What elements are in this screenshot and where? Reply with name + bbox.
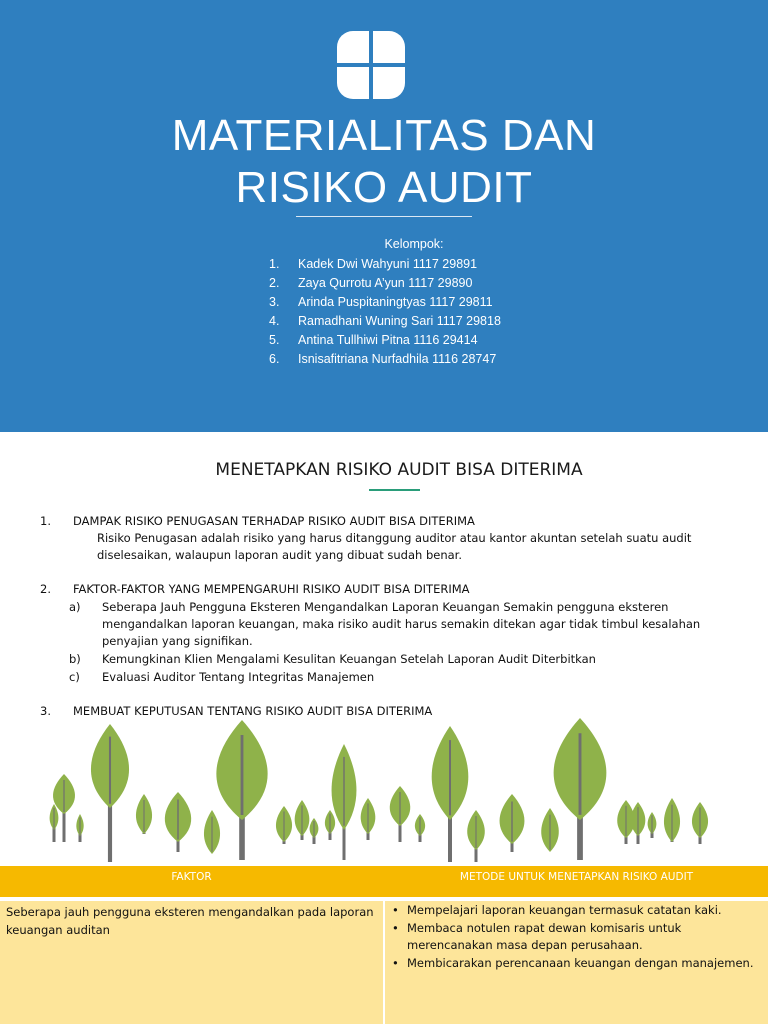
member-name: Zaya Qurrotu A’yun 1117 29890: [298, 276, 473, 290]
item-a-line-1: Seberapa Jauh Pengguna Eksteren Mengandalkan Laporan Keuangan Semakin pengguna eksteren: [102, 600, 669, 614]
tree-icon: [432, 726, 469, 862]
title-line-1: MATERIALITAS DAN: [171, 111, 597, 160]
metode-item: • Mempelajari laporan keuangan termasuk catatan kaki.: [392, 902, 764, 920]
slide-title: MENETAPKAN RISIKO AUDIT BISA DITERIMA: [215, 460, 583, 480]
tree-icon: [325, 810, 335, 840]
clover-logo-icon: [336, 30, 406, 100]
tree-icon: [91, 724, 129, 862]
section-2-heading: FAKTOR-FAKTOR YANG MEMPENGARUHI RISIKO AUDIT BISA DITERIMA: [73, 582, 470, 596]
header-metode: METODE UNTUK MENETAPKAN RISIKO AUDIT: [459, 871, 694, 883]
section-3-number: 3.: [40, 704, 51, 718]
member-number: 6.: [269, 352, 280, 366]
tree-icon: [692, 802, 708, 844]
item-a-line-3: penyajian yang signifikan.: [102, 634, 253, 648]
member-item: [269, 255, 501, 274]
item-a-line-2: mengandalkan laporan keuangan, maka risiko audit harus semakin ditekan agar tidak timbul kesalahan: [102, 617, 701, 631]
member-number: 1.: [269, 257, 280, 271]
tree-icon: [332, 744, 357, 860]
tree-icon: [136, 794, 152, 834]
section-1-number: 1.: [40, 514, 51, 528]
member-name: Arinda Puspitaningtyas 1117 29811: [298, 295, 493, 309]
item-b-letter: b): [69, 652, 81, 666]
presentation-title: [0, 110, 768, 214]
tree-icon: [310, 818, 319, 844]
title-line-2: RISIKO AUDIT: [235, 163, 533, 212]
item-b-line-1: Kemungkinan Klien Mengalami Kesulitan Keuangan Setelah Laporan Audit Diterbitkan: [102, 652, 596, 666]
title-divider: [296, 216, 472, 217]
tree-icon: [648, 812, 657, 838]
group-label: Kelompok:: [384, 237, 444, 251]
tree-icon: [664, 798, 680, 842]
member-name: Kadek Dwi Wahyuni 1117 29891: [298, 257, 478, 271]
tree-icon: [500, 794, 525, 852]
faktor-cell: Seberapa jauh pengguna eksteren mengandalkan pada laporan keuangan auditan: [6, 905, 374, 937]
member-list: [269, 255, 501, 369]
tree-icon: [295, 800, 310, 840]
tree-icon: [467, 810, 485, 862]
item-a-letter: a): [69, 600, 81, 614]
tree-icon: [204, 810, 220, 854]
tree-icon: [631, 802, 646, 844]
item-c-letter: c): [69, 670, 80, 684]
metode-item: • Membaca notulen rapat dewan komisaris untuk merencanakan masa depan perusahaan.: [392, 920, 764, 955]
trees-illustration: [40, 714, 720, 862]
title-accent-rule: [369, 489, 420, 491]
member-name: Isnisafitriana Nurfadhila 1116 28747: [298, 352, 497, 366]
tree-icon: [50, 804, 59, 842]
member-item: [269, 331, 501, 350]
member-item: [269, 274, 501, 293]
member-item: [269, 350, 501, 369]
tree-icon: [216, 720, 267, 860]
section-3-heading: MEMBUAT KEPUTUSAN TENTANG RISIKO AUDIT BISA DITERIMA: [73, 704, 433, 718]
member-name: Ramadhani Wuning Sari 1117 29818: [298, 314, 501, 328]
section-1-body-line-2: diselesaikan, walaupun laporan audit yang dibuat sudah benar.: [97, 548, 462, 562]
tree-icon: [541, 808, 559, 852]
metode-list: [392, 902, 764, 972]
tree-icon: [361, 798, 376, 840]
section-2-number: 2.: [40, 582, 51, 596]
tree-icon: [554, 718, 607, 860]
tree-icon: [165, 792, 191, 852]
section-1-body-line-1: Risiko Penugasan adalah risiko yang harus ditanggung auditor atau kantor akuntan setelah suatu audit: [97, 531, 692, 545]
member-item: [269, 312, 501, 331]
member-number: 2.: [269, 276, 280, 290]
member-number: 5.: [269, 333, 280, 347]
tree-icon: [390, 786, 411, 842]
table-header: [0, 866, 768, 897]
item-c-line-1: Evaluasi Auditor Tentang Integritas Manajemen: [102, 670, 375, 684]
tree-icon: [415, 814, 425, 842]
title-slide: [0, 0, 768, 432]
header-faktor: FAKTOR: [171, 871, 212, 883]
tree-icon: [276, 806, 292, 844]
tree-icon: [53, 774, 75, 842]
tree-icon: [76, 814, 83, 842]
column-divider: [383, 901, 385, 1024]
section-1-heading: DAMPAK RISIKO PENUGASAN TERHADAP RISIKO AUDIT BISA DITERIMA: [73, 514, 475, 528]
member-item: [269, 293, 501, 312]
member-number: 4.: [269, 314, 280, 328]
risk-table: [0, 866, 768, 1024]
content-slide: [0, 432, 768, 1024]
metode-item: • Membicarakan perencanaan keuangan dengan manajemen.: [392, 955, 764, 973]
member-number: 3.: [269, 295, 280, 309]
member-name: Antina Tullhiwi Pitna 1116 29414: [298, 333, 478, 347]
